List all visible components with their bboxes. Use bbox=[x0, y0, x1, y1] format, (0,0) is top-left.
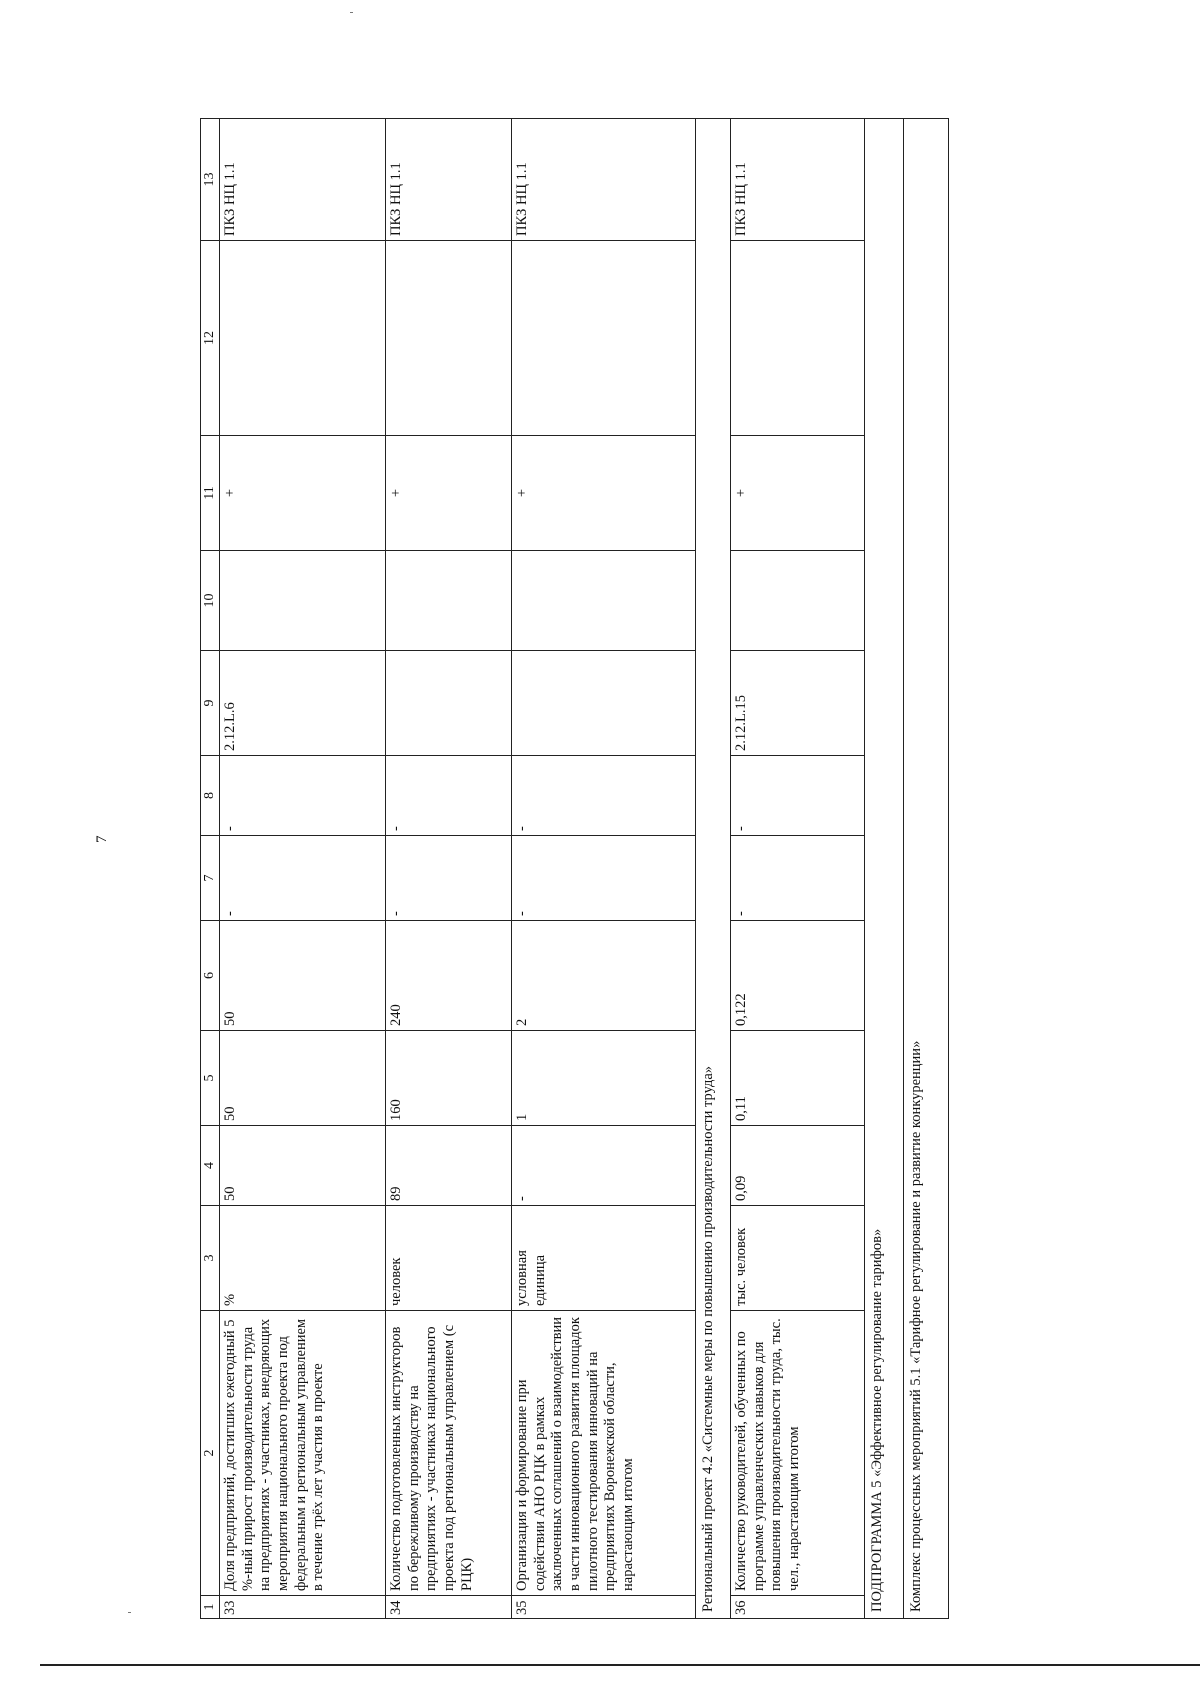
value-cell: 0,122 bbox=[731, 921, 865, 1031]
value-cell bbox=[512, 551, 696, 651]
row-number: 34 bbox=[386, 1596, 512, 1619]
value-cell: - bbox=[512, 836, 696, 921]
page-number: 7 bbox=[94, 835, 110, 843]
indicators-table bbox=[200, 118, 949, 1619]
unit-cell: условная единица bbox=[512, 1206, 696, 1311]
table-row bbox=[512, 119, 696, 1619]
value-cell bbox=[220, 241, 386, 436]
value-cell: 240 bbox=[386, 921, 512, 1031]
subprogram-title: ПОДПРОГРАММА 5 «Эффективное регулирование тарифов» bbox=[865, 119, 904, 1619]
indicator-name: Количество руководителей, обученных по программе управленческих навыков для повышения производительности труда, тыс. чел., нарастающим итогом bbox=[731, 1311, 865, 1596]
complex-row bbox=[904, 119, 949, 1619]
unit-cell: % bbox=[220, 1206, 386, 1311]
page-bottom-edge bbox=[40, 1664, 1200, 1666]
value-cell: - bbox=[386, 836, 512, 921]
row-number: 36 bbox=[731, 1596, 865, 1619]
scan-speck bbox=[350, 12, 353, 13]
value-cell bbox=[386, 241, 512, 436]
column-number: 9 bbox=[201, 651, 220, 756]
value-cell: 50 bbox=[220, 921, 386, 1031]
value-cell: 160 bbox=[386, 1031, 512, 1126]
value-cell bbox=[386, 551, 512, 651]
value-cell: 2 bbox=[512, 921, 696, 1031]
reference-cell: ПКЗ НЦ 1.1 bbox=[220, 119, 386, 241]
code-cell: 2.12.L.15 bbox=[731, 651, 865, 756]
scan-speck bbox=[128, 1612, 131, 1613]
value-cell: - bbox=[512, 1126, 696, 1206]
subprogram-row bbox=[865, 119, 904, 1619]
reference-cell: ПКЗ НЦ 1.1 bbox=[512, 119, 696, 241]
value-cell: - bbox=[220, 756, 386, 836]
value-cell: 0,11 bbox=[731, 1031, 865, 1126]
value-cell: 89 bbox=[386, 1126, 512, 1206]
value-cell: - bbox=[512, 756, 696, 836]
value-cell bbox=[731, 241, 865, 436]
value-cell bbox=[731, 551, 865, 651]
mark-cell: + bbox=[512, 436, 696, 551]
value-cell: 50 bbox=[220, 1031, 386, 1126]
column-numbers-row bbox=[201, 119, 220, 1619]
reference-cell: ПКЗ НЦ 1.1 bbox=[731, 119, 865, 241]
reference-cell: ПКЗ НЦ 1.1 bbox=[386, 119, 512, 241]
complex-title: Комплекс процессных мероприятий 5.1 «Тарифное регулирование и развитие конкуренции» bbox=[904, 119, 949, 1619]
value-cell: 1 bbox=[512, 1031, 696, 1126]
indicator-name: Доля предприятий, достигших ежегодный 5 %-ный прирост производительности труда на предприятиях - участниках, внедряющих мероприятия национального проекта под федеральным и региональным управлением в течение трёх лет участия в проекте bbox=[220, 1311, 386, 1596]
column-number: 13 bbox=[201, 119, 220, 241]
table-row bbox=[386, 119, 512, 1619]
column-number: 11 bbox=[201, 436, 220, 551]
table-row bbox=[220, 119, 386, 1619]
code-cell bbox=[386, 651, 512, 756]
value-cell: - bbox=[731, 836, 865, 921]
indicator-name: Организация и формирование при содействии АНО РЦК в рамках заключенных соглашений о взаимодействии в части инновационного развития площадок пилотного тестирования инноваций на предприятиях Воронежской области, нарастающим итогом bbox=[512, 1311, 696, 1596]
row-number: 35 bbox=[512, 1596, 696, 1619]
mark-cell: + bbox=[386, 436, 512, 551]
column-number: 3 bbox=[201, 1206, 220, 1311]
column-number: 6 bbox=[201, 921, 220, 1031]
regional-project-title: Региональный проект 4.2 «Системные меры по повышению производительности труда» bbox=[696, 119, 731, 1619]
column-number: 5 bbox=[201, 1031, 220, 1126]
unit-cell: тыс. человек bbox=[731, 1206, 865, 1311]
indicator-name: Количество подготовленных инструкторов по бережливому производству на предприятиях - участниках национального проекта под региональным управлением (с РЦК) bbox=[386, 1311, 512, 1596]
mark-cell: + bbox=[220, 436, 386, 551]
value-cell: - bbox=[220, 836, 386, 921]
unit-cell: человек bbox=[386, 1206, 512, 1311]
section-row bbox=[696, 119, 731, 1619]
rotated-table-container bbox=[200, 119, 1060, 1619]
column-number: 12 bbox=[201, 241, 220, 436]
code-cell bbox=[512, 651, 696, 756]
column-number: 7 bbox=[201, 836, 220, 921]
column-number: 2 bbox=[201, 1311, 220, 1596]
table-row bbox=[731, 119, 865, 1619]
value-cell bbox=[220, 551, 386, 651]
mark-cell: + bbox=[731, 436, 865, 551]
column-number: 10 bbox=[201, 551, 220, 651]
code-cell: 2.12.L.6 bbox=[220, 651, 386, 756]
value-cell: - bbox=[386, 756, 512, 836]
value-cell: - bbox=[731, 756, 865, 836]
value-cell: 0,09 bbox=[731, 1126, 865, 1206]
column-number: 1 bbox=[201, 1596, 220, 1619]
row-number: 33 bbox=[220, 1596, 386, 1619]
value-cell: 50 bbox=[220, 1126, 386, 1206]
column-number: 4 bbox=[201, 1126, 220, 1206]
value-cell bbox=[512, 241, 696, 436]
column-number: 8 bbox=[201, 756, 220, 836]
